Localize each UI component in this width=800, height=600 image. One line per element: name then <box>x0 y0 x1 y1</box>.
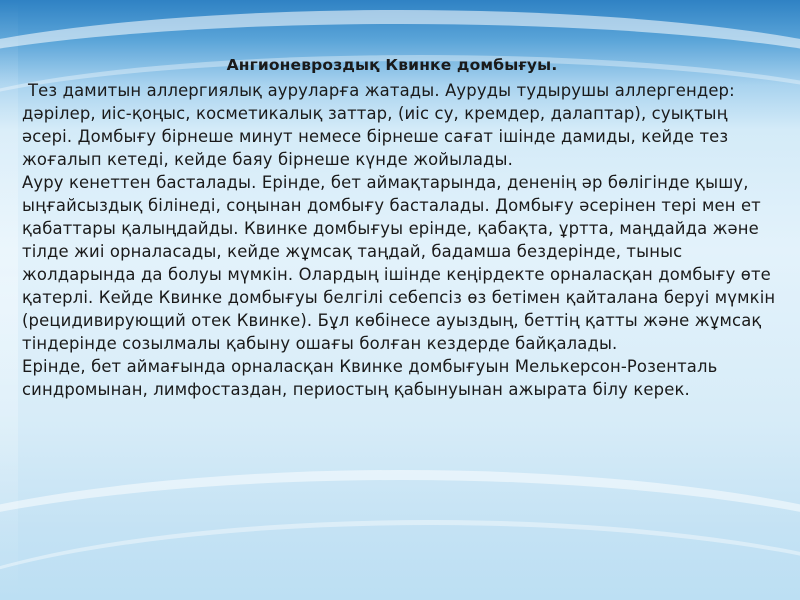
slide-text-body <box>22 54 782 401</box>
paragraph-1-text: Тез дамитын аллергиялық ауруларға жатады. Ауруды тудырушы аллергендер: дәрілер, иіс-қоңыс, косметикалық заттар, (иіс су, кремдер, далаптар), суықтың әсері. Домбығу бірнеше минут немесе бірнеше сағат ішінде дамиды, кейде тез жоғалып кетеді, кейде баяу бірнеше күнде жойылады. <box>22 81 735 169</box>
decorative-wave-bottom-thin <box>0 520 800 600</box>
paragraph-1 <box>22 79 782 171</box>
paragraph-3: Ерінде, бет аймағында орналасқан Квинке домбығуын Мелькерсон-Розенталь синдромынан, лимфостаздан, периостың қабынуынан ажырата білу керек. <box>22 357 718 399</box>
paragraph-2: Ауру кенеттен басталады. Ерінде, бет аймақтарында, дененің әр бөлігінде қышу, ыңғайсыздық білінеді, соңынан домбығу басталады. Домбығу әсерінен тері мен ет қабаттары қалыңдайды. Квинке домбығуы ерінде, қабақта, ұртта, маңдайда және тілде жиі орналасады, кейде жұмсақ таңдай, бадамша бездерінде, тыныс жолдарында да болуы мүмкін. Олардың ішінде кеңірдекте орналасқан домбығу өте қатерлі. Кейде Квинке домбығуы белгілі себепсіз өз бетімен қайталана беруі мүмкін (рецидивирующий отек Квинке). Бұл көбінесе ауыздың, беттің қатты және жұмсақ тіндерінде созылмалы қабыну ошағы болған кездерде байқалады. <box>22 173 776 353</box>
decorative-wave-bottom <box>0 470 800 600</box>
decorative-left-band <box>0 0 18 600</box>
slide-title: Ангионевроздық Квинке домбығуы. <box>226 56 558 74</box>
